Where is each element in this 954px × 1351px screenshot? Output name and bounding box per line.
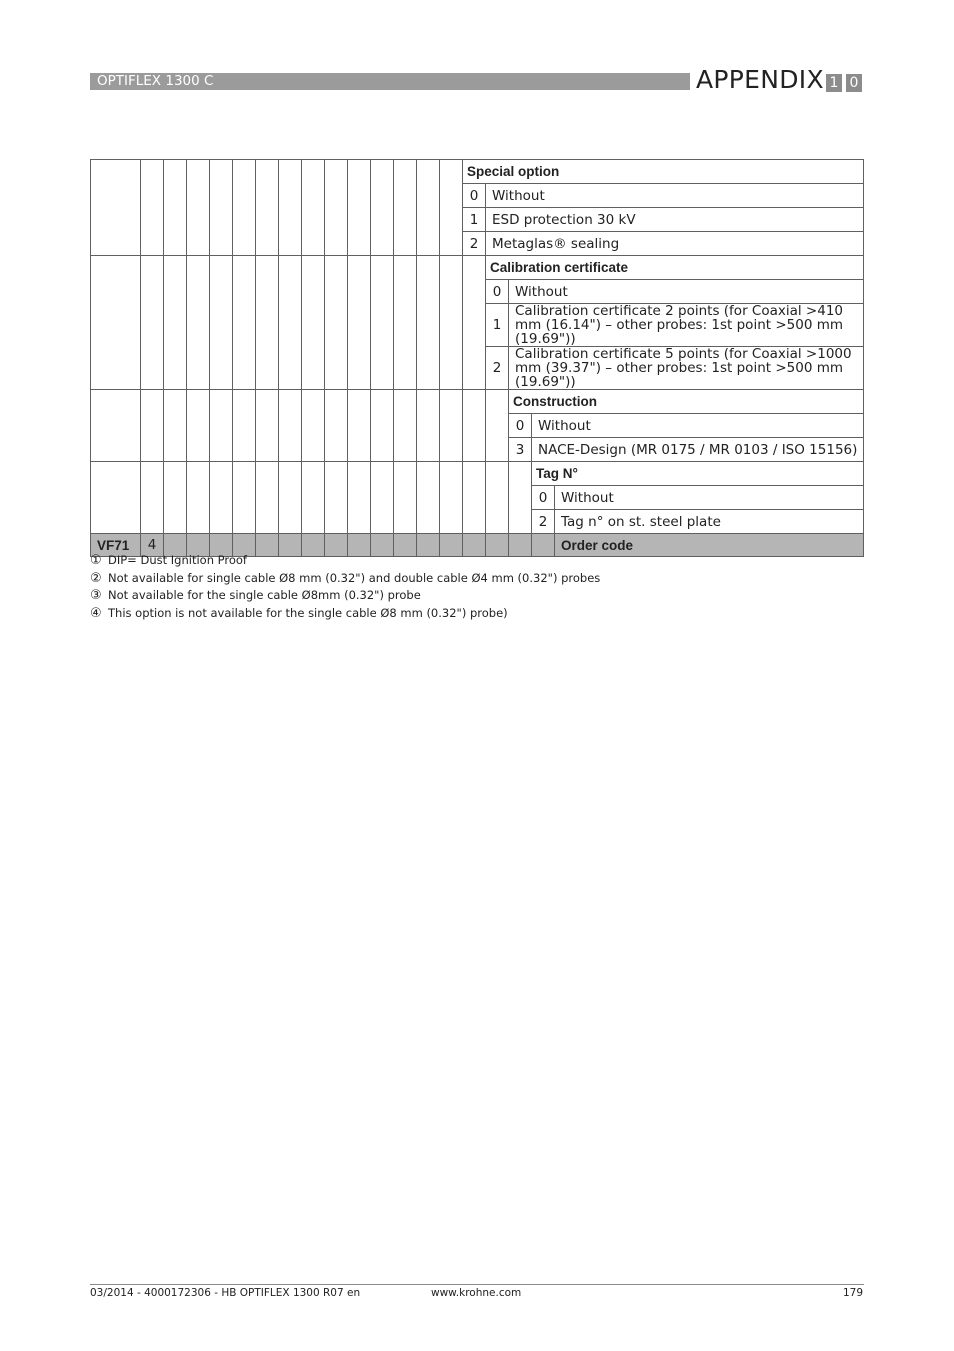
option-code: 1 — [486, 304, 509, 347]
option-code: 0 — [486, 280, 509, 304]
page-number: 179 — [843, 1287, 864, 1299]
option-label: Without — [555, 486, 864, 510]
option-code: 0 — [463, 184, 486, 208]
option-label: Tag n° on st. steel plate — [555, 510, 864, 534]
option-label: Calibration certificate 2 points (for Coaxial >410 mm (16.14") – other probes: 1st point >500 mm (19.69")) — [509, 304, 864, 347]
chapter-digit-1: 1 — [826, 74, 842, 92]
chapter-digit-2: 0 — [846, 74, 862, 92]
model-code: VF71 — [91, 534, 141, 557]
footnote-text: DIP= Dust Ignition Proof — [108, 553, 247, 567]
footnote-mark: ① — [90, 553, 102, 568]
option-label: Without — [486, 184, 864, 208]
option-label: Without — [509, 280, 864, 304]
product-name: OPTIFLEX 1300 C — [97, 73, 214, 89]
calibration-heading: Calibration certificate — [486, 256, 864, 280]
section-heading-row — [91, 390, 864, 414]
option-code: 3 — [509, 438, 532, 462]
option-code: 2 — [463, 232, 486, 256]
footnote-mark: ③ — [90, 588, 102, 604]
model-digit: 4 — [141, 534, 164, 557]
chapter-title: APPENDIX — [696, 65, 824, 94]
order-code-table — [90, 159, 864, 557]
option-label: Metaglas® sealing — [486, 232, 864, 256]
option-code: 1 — [463, 208, 486, 232]
construction-heading: Construction — [509, 390, 864, 414]
footnote-mark: ② — [90, 570, 102, 586]
footnotes — [90, 552, 600, 623]
footer-rule — [90, 1284, 864, 1285]
footnote-text: This option is not available for the single cable Ø8 mm (0.32") probe) — [108, 606, 508, 621]
footnote — [90, 570, 600, 588]
footer-website: www.krohne.com — [431, 1287, 522, 1299]
option-label: ESD protection 30 kV — [486, 208, 864, 232]
footnote — [90, 552, 600, 570]
section-heading-row — [91, 256, 864, 280]
order-code-label: Order code — [555, 534, 864, 557]
option-label: Calibration certificate 5 points (for Coaxial >1000 mm (39.37") – other probes: 1st point >500 mm (19.69")) — [509, 347, 864, 390]
option-code: 2 — [532, 510, 555, 534]
footer-doc-ref: 03/2014 - 4000172306 - HB OPTIFLEX 1300 R07 en — [90, 1287, 361, 1299]
footnote-text: Not available for the single cable Ø8mm (0.32") probe — [108, 588, 421, 603]
footnote — [90, 605, 600, 623]
section-heading-row — [91, 462, 864, 486]
footnote-mark: ④ — [90, 606, 102, 622]
option-code: 0 — [532, 486, 555, 510]
option-code: 0 — [509, 414, 532, 438]
section-heading-row — [91, 160, 864, 184]
special-option-heading: Special option — [463, 160, 864, 184]
option-label: Without — [532, 414, 864, 438]
footnote — [90, 587, 600, 605]
footnote-text: Not available for single cable Ø8 mm (0.32") and double cable Ø4 mm (0.32") probes — [108, 570, 601, 585]
tag-heading: Tag N° — [532, 462, 864, 486]
option-code: 2 — [486, 347, 509, 390]
option-label: NACE-Design (MR 0175 / MR 0103 / ISO 15156) — [532, 438, 864, 462]
